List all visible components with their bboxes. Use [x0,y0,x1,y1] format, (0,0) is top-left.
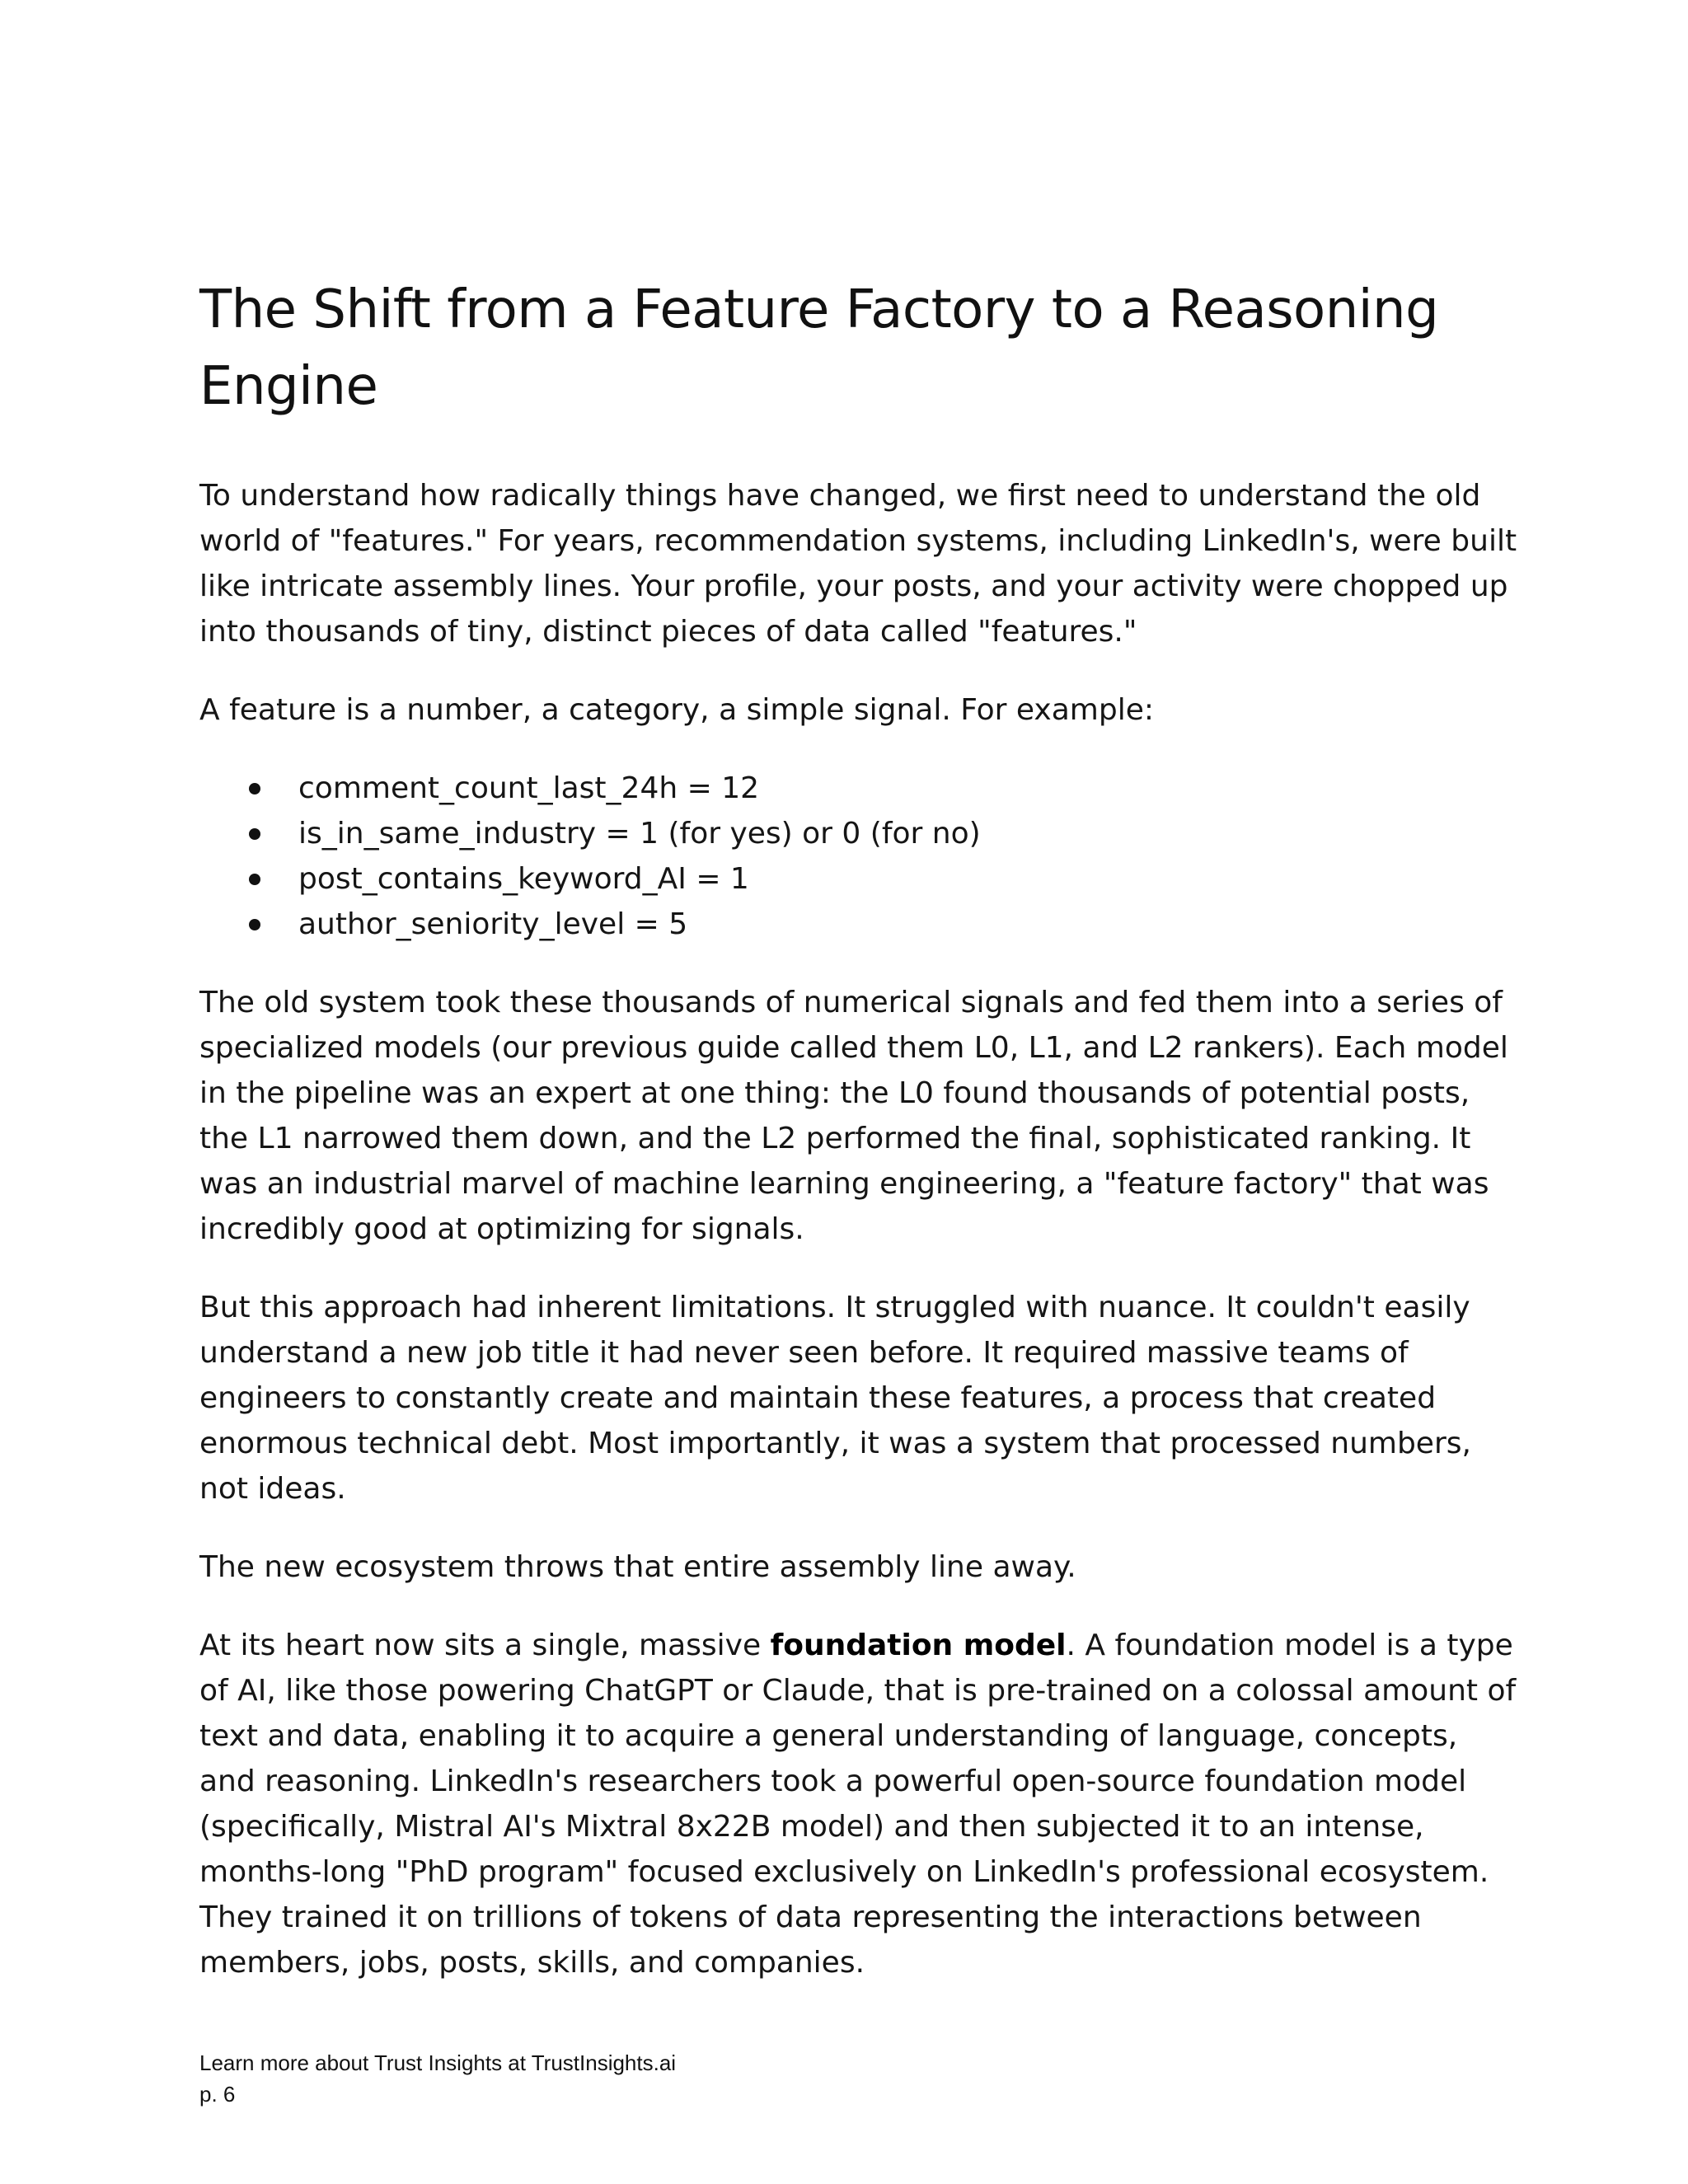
bullet-icon [249,828,260,840]
page-footer [199,2047,676,2110]
feature-examples-list [199,766,1518,947]
bullet-icon [249,919,260,930]
list-item [199,856,1518,902]
list-item [199,811,1518,856]
paragraph-text-end: . A foundation model is a type of AI, like those powering ChatGPT or Claude, that is pre-trained on a colossal amount of text and data, enabling it to acquire a general understanding of language, concepts, and reasoning. LinkedIn's researchers took a powerful open-source foundation model (specifically, Mistral AI's Mixtral 8x22B model) and then subjected it to an intense, months-long "PhD program" focused exclusively on LinkedIn's professional ecosystem. They trained it on trillions of tokens of data representing the interactions between members, jobs, posts, skills, and companies. [199,1629,1517,1980]
paragraph-text-start: At its heart now sits a single, massive [199,1629,771,1662]
document-page [199,272,1518,2018]
paragraph-foundation-model [199,1623,1518,1985]
page-title: The Shift from a Feature Factory to a Reasoning Engine [199,279,1439,417]
bullet-icon [249,783,260,794]
list-item [199,766,1518,811]
list-item [199,902,1518,947]
paragraph-features-intro: To understand how radically things have changed, we first need to understand the old world of "features." For years, recommendation systems, including LinkedIn's, were built like intricate assembly lines. Your profile, your posts, and your activity were chopped up into thousands of tiny, distinct pieces of data called "features." [199,479,1517,649]
paragraph-old-system: The old system took these thousands of numerical signals and fed them into a series of specialized models (our previous guide called them L0, L1, and L2 rankers). Each model in the pipeline was an expert at one thing: the L0 found thousands of potential posts, the L1 narrowed them down, and the L2 performed the final, sophisticated ranking. It was an industrial marvel of machine learning engineering, a "feature factory" that was incredibly good at optimizing for signals. [199,986,1508,1246]
paragraph-feature-definition: A feature is a number, a category, a simple signal. For example: [199,693,1154,727]
page-number: p. 6 [199,2082,236,2107]
list-item-text: comment_count_last_24h = 12 [298,771,760,805]
bold-term-foundation-model: foundation model [770,1629,1067,1662]
list-item-text: post_contains_keyword_AI = 1 [298,862,749,896]
list-item-text: author_seniority_level = 5 [298,907,688,941]
bullet-icon [249,874,260,885]
footer-promo-text: Learn more about Trust Insights at TrustInsights.ai [199,2050,677,2075]
paragraph-limitations: But this approach had inherent limitations. It struggled with nuance. It couldn't easily understand a new job title it had never seen before. It required massive teams of engineers to constantly create and maintain these features, a process that created enormous technical debt. Most importantly, it was a system that processed numbers, not ideas. [199,1291,1471,1506]
list-item-text: is_in_same_industry = 1 (for yes) or 0 (for no) [298,817,981,851]
paragraph-new-ecosystem: The new ecosystem throws that entire assembly line away. [199,1550,1076,1584]
